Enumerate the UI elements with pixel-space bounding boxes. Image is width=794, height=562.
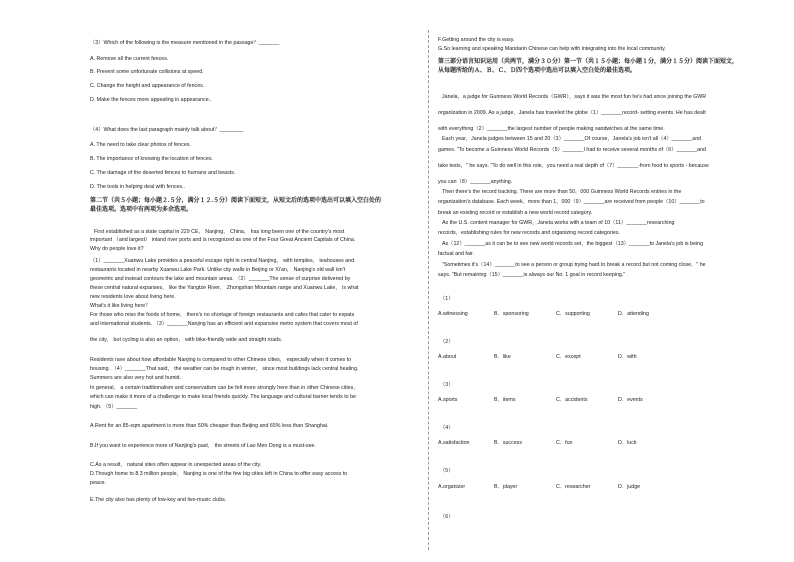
choice-g: G.So learning and speaking Mandarin Chinese can help with integrating into the local community. bbox=[438, 46, 666, 52]
passage-line: Then there's the record tracking. There are more than 50，000 Guinness World Records entries in the bbox=[442, 189, 682, 195]
passage-line: Each year，Janela judges between 15 and 20（3）_______Of course，Janela's job isn't all（4）_______and bbox=[442, 136, 702, 142]
option-b: B．sponsoring bbox=[494, 311, 529, 317]
passage-line: "Sometimes it's（14）_______to see a person or group trying hard to break a record but not coming close，" he bbox=[442, 262, 706, 268]
passage-line: the city， but cycling is also an option， with bike-friendly wide and straight roads. bbox=[90, 337, 283, 343]
section-2-header-line-2: 最佳选项。选项中有两项为多余选项。 bbox=[90, 207, 193, 213]
question-4-option-b: B. The importance of knowing the location of fences. bbox=[90, 156, 213, 162]
passage-line: and international students. （3）_______Nanjing has an efficient and expansive metro system that covers most of bbox=[90, 321, 358, 327]
option-d: D．with bbox=[618, 354, 637, 360]
passage-line: restaurants located in nearby Xuanwu Lake Park. Unlike city walls in Beijing or Xi'an， Nanjing's old wall isn't bbox=[90, 267, 346, 273]
passage-line: Summers are also very hot and humid. bbox=[90, 375, 181, 381]
choice-b: B.If you want to experience more of Nanjing's past， the streets of Lao Men Dong is a must-see. bbox=[90, 443, 316, 449]
choice-c: C.As a result， natural sites often appear in unexpected areas of the city. bbox=[90, 462, 262, 468]
section-3-header-line-1: 第三部分语言知识运用（共两节，满分３０分）第一节（共１５小题；每小题１分，满分１５分）阅读下面短文， bbox=[438, 59, 739, 65]
passage-line: you can（8）_______anything. bbox=[438, 179, 513, 185]
passage-line: says. "But remaining（15）_______is always our No. 1 goal in record keeping." bbox=[438, 272, 626, 278]
passage-line: Residents rave about how affordable Nanjing is compared to other Chinese cities， especially when it comes to bbox=[90, 357, 352, 363]
choice-e: E.The city also has plenty of low-key and live-music clubs. bbox=[90, 497, 227, 503]
question-3-option-a: A. Remove all the current fences. bbox=[90, 56, 169, 62]
passage-line: break an existing record or establish a new world record category. bbox=[438, 210, 593, 216]
option-b: B．success bbox=[494, 440, 522, 446]
question-number: （4） bbox=[440, 425, 454, 431]
option-a: A.sports bbox=[438, 397, 458, 403]
passage-line: （1）_______Xuanwu Lake provides a peaceful escape right in central Nanjing， with temples， teahouses and bbox=[90, 258, 355, 264]
option-d: D．judge bbox=[618, 484, 641, 490]
passage-line: Janela，a judge for Guinness World Records（GWR），says it was the most fun he's had since joining the GWR bbox=[442, 94, 707, 100]
option-a: A.organizer bbox=[438, 484, 466, 490]
option-c: C．researcher bbox=[556, 484, 591, 490]
choice-d: D.Though home to 8.3 million people， Nanjing is one of the few big cities left in China to offer easy access to bbox=[90, 471, 348, 477]
passage-line: housing. （4）_______That said， the weather can be rough in winter， since most buildings lack central heating. bbox=[90, 366, 359, 372]
choice-a: A.Rent for an 85-sqm apartment is more than 50% cheaper than Beijing and 65% less than Shanghai. bbox=[90, 423, 329, 429]
question-number: （6） bbox=[440, 514, 454, 520]
question-number: （1） bbox=[440, 296, 454, 302]
passage-line: As（12）_______as it can be to see new world records set，the biggest（13）_______to Janela's job is being bbox=[442, 241, 704, 247]
choice-f: F.Getting around the city is easy. bbox=[438, 37, 515, 43]
option-c: C．fun bbox=[556, 440, 573, 446]
passage-line: For those who miss the foods of home， there's no shortage of foreign restaurants and cafes that cater to expats bbox=[90, 312, 355, 318]
passage-line: high. （5）_______ bbox=[90, 404, 138, 410]
question-number: （3） bbox=[440, 382, 454, 388]
question-3-option-c: C. Change the height and appearance of fences. bbox=[90, 83, 205, 89]
passage-line: which can make it more of a challenge to make local friends quickly. The language and cultural barrier tends to be bbox=[90, 394, 356, 400]
passage-line: new residents love about living here. bbox=[90, 294, 176, 300]
option-b: B．items bbox=[494, 397, 516, 403]
option-a: A.satisfaction bbox=[438, 440, 470, 446]
option-d: D．luck bbox=[618, 440, 637, 446]
passage-line: take tests，" he says. "To do well in this role，you need a real depth of（7）_______-from food to sports - because bbox=[438, 163, 709, 169]
passage-line: with everything（2）_______the largest number of people making sandwiches at the same time. bbox=[438, 126, 665, 132]
option-b: B．player bbox=[494, 484, 518, 490]
passage-line: What's it like living here？ bbox=[90, 303, 151, 309]
question-4-option-c: C. The damage of the deserted fences to humans and beasts. bbox=[90, 170, 236, 176]
choice-d-cont: peace. bbox=[90, 480, 106, 486]
passage-line: factual and fair. bbox=[438, 251, 474, 257]
option-c: C．supporting bbox=[556, 311, 590, 317]
question-4-option-a: A. The need to take clear photos of fences. bbox=[90, 142, 191, 148]
option-a: A.witnessing bbox=[438, 311, 468, 317]
passage-line: games. "To become a Guinness World Records（5）_______I had to receive several months of（6）_______and bbox=[438, 147, 706, 153]
passage-line: First established as a state capital in 229 CE， Nanjing， China， has long been one of the country's most bbox=[94, 229, 345, 235]
question-3-option-b: B. Prevent some unfortunate collisions at speed. bbox=[90, 69, 204, 75]
passage-line: As the U.S. content manager for GWR，Janela works with a team of 10（11）_______researching bbox=[442, 220, 675, 226]
section-3-header-line-2: 从每题所给的Ａ、Ｂ、Ｃ、Ｄ四个选项中选出可以填入空白处的最佳选项。 bbox=[438, 68, 637, 74]
passage-line: these central natural expanses， like the Yangtze River， Zhongshan Mountain range and Xuanwu Lake， is what bbox=[90, 285, 359, 291]
section-2-header-line-1: 第二节（共５小题；每小题２.５分，满分１２.５分）阅读下面短文，从短文后的选项中选出可以填入空白处的 bbox=[90, 198, 382, 204]
option-d: D．attending bbox=[618, 311, 649, 317]
question-number: （2） bbox=[440, 339, 454, 345]
passage-line: important （and largest） inland river ports and is recognized as one of the Four Great Ancient Capitals of China. bbox=[90, 237, 356, 243]
passage-line: organization's database. Each week，more than 1，000（9）_______are received from people（10）_______to bbox=[438, 199, 705, 205]
question-number: （5） bbox=[440, 468, 454, 474]
option-c: C．accidents bbox=[556, 397, 588, 403]
column-divider bbox=[428, 30, 429, 550]
passage-line: records，establishing rules for new records and organizing record categories. bbox=[438, 230, 620, 236]
question-3-stem: （3）Which of the following is the measure mentioned in the passage？_______ bbox=[90, 40, 280, 46]
passage-line: Why do people love it? bbox=[90, 246, 144, 252]
passage-line: organization in 2009. As a judge，Janela has traveled the globe（1）_______record- setting events. He has dealt bbox=[438, 110, 706, 116]
question-4-option-d: D. The tools in helping deal with fences.. bbox=[90, 184, 186, 190]
option-a: A.about bbox=[438, 354, 457, 360]
question-3-option-d: D. Make the fences more appealing in appearance.. bbox=[90, 97, 212, 103]
option-d: D．events bbox=[618, 397, 643, 403]
passage-line: In general， a certain traditionalism and conservatism can be felt more strongly here than in other Chinese cities， bbox=[90, 385, 359, 391]
option-b: B．like bbox=[494, 354, 511, 360]
question-4-stem: （4）What does the last paragraph mainly talk about？________ bbox=[90, 127, 244, 133]
passage-line: geometric and instead contours the lake and mountain areas. （2）_______The sense of surprise delivered by bbox=[90, 276, 351, 282]
option-c: C．except bbox=[556, 354, 581, 360]
